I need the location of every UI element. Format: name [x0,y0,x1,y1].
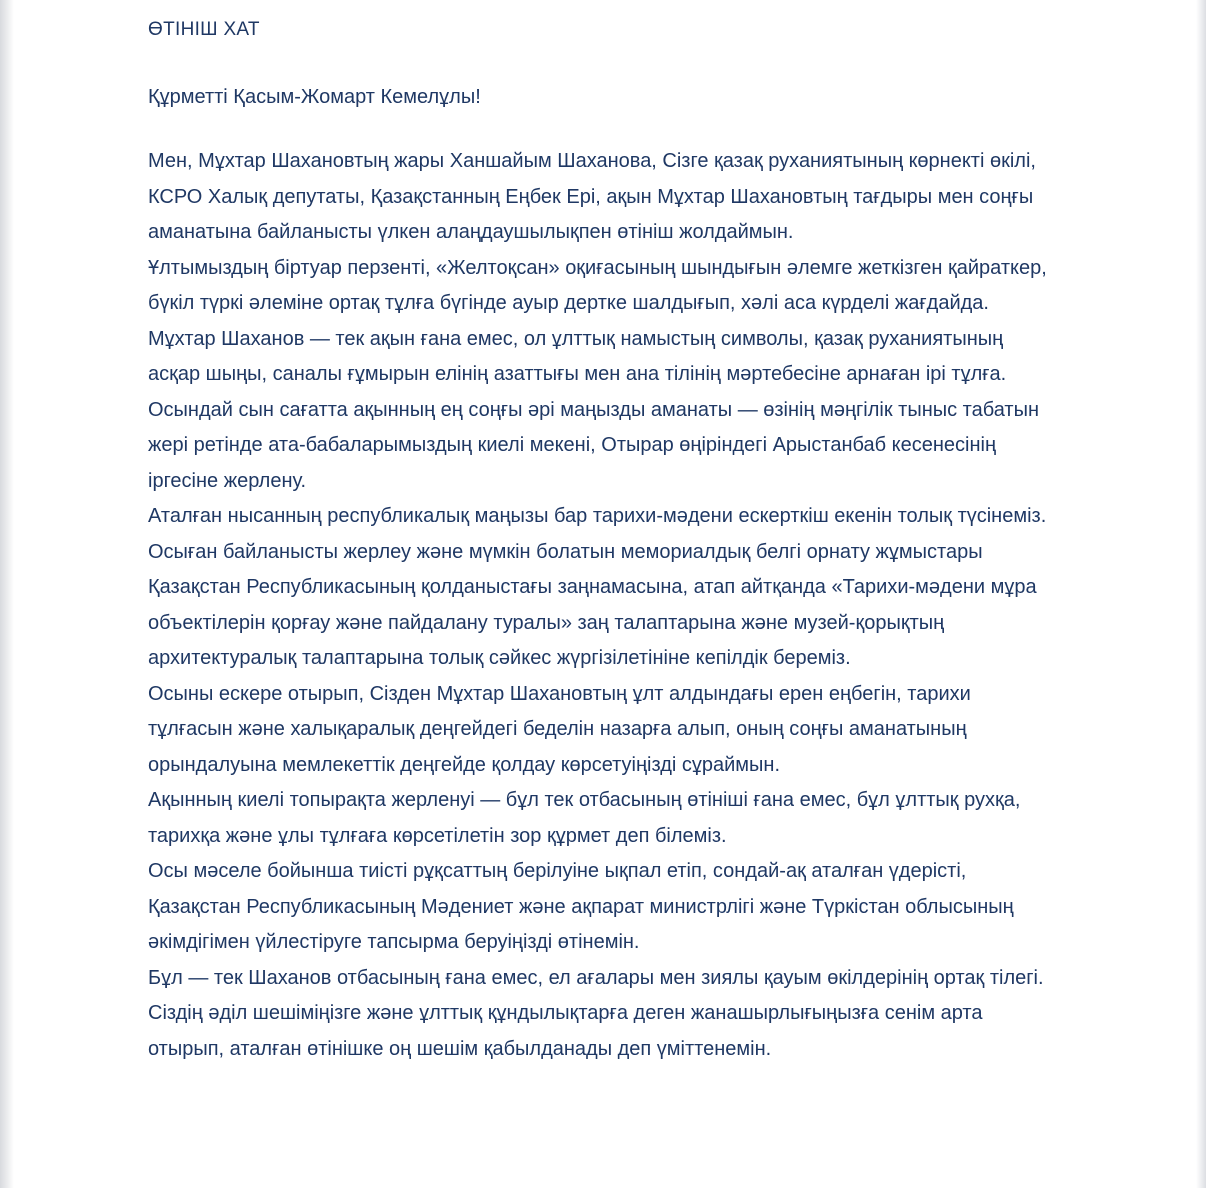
paragraph: Мен, Мұхтар Шахановтың жары Ханшайым Шаханова, Сізге қазақ руханиятының көрнекті өкілі, КСРО Халық депутаты, Қазақстанның Еңбек Ері, ақын Мұхтар Шахановтың тағдыры мен соңғы аманатына байланысты үлкен алаңдаушылықпен өтініш жолдаймын. [148,150,1036,243]
salutation: Құрметті Қасым-Жомарт Кемелұлы! [148,86,481,108]
paragraph: Ұлтымыздың біртуар перзенті, «Желтоқсан» оқиғасының шындығын әлемге жеткізген қайраткер, бүкіл түркі әлеміне ортақ тұлға бүгінде ауыр дертке шалдығып, хәлі аса күрделі жағдайда. [148,256,1047,314]
paragraph: Осындай сын сағатта ақынның ең соңғы әрі маңызды аманаты — өзінің мәңгілік тыныс табатын жері ретінде ата-бабаларымыздың киелі мекені, Отырар өңіріндегі Арыстанбаб кесенесінің іргесіне жерлену. [148,398,1039,492]
paragraph: Осыны ескере отырып, Сізден Мұхтар Шахановтың ұлт алдындағы ерен еңбегін, тарихи тұлғасын және халықаралық деңгейдегі беделін назарға алып, оның соңғы аманатының орындалуына мемлекеттік деңгейде қолдау көрсетуіңізді сұраймын. [148,682,971,776]
document-body [148,16,1060,1067]
page-left-shadow [0,0,14,1188]
page-right-shadow [1196,0,1206,1188]
paragraph: Ақынның киелі топырақта жерленуі — бұл тек отбасының өтініші ғана емес, бұл ұлттық рухқа, тарихқа және ұлы тұлғаға көрсетілетін зор құрмет деп білеміз. [148,789,1021,847]
paragraph: Сіздің әділ шешіміңізге және ұлттық құндылықтарға деген жанашырлығыңызға сенім арта отырып, аталған өтінішке оң шешім қабылданады деп үміттенемін. [148,1002,983,1060]
page-title: ӨТІНІШ ХАТ [148,19,260,40]
paragraph: Мұхтар Шаханов — тек ақын ғана емес, ол ұлттық намыстың символы, қазақ руханиятының асқар шыңы, саналы ғұмырын елінің азаттығы мен ана тілінің мәртебесіне арнаған ірі тұлға. [148,327,1007,385]
paragraph: Бұл — тек Шаханов отбасының ғана емес, ел ағалары мен зиялы қауым өкілдерінің ортақ тілегі. [148,966,1044,989]
paragraph: Осы мәселе бойынша тиісті рұқсаттың берілуіне ықпал етіп, сондай-ақ аталған үдерісті, Қазақстан Республикасының Мәдениет және ақпарат министрлігі және Түркістан облысының әкімдігімен үйлестіруге тапсырма беруіңізді өтінемін. [148,860,1014,953]
paragraph: Аталған нысанның республикалық маңызы бар тарихи-мәдени ескерткіш екенін толық түсінеміз. Осыған байланысты жерлеу және мүмкін болатын мемориалдық белгі орнату жұмыстары Қазақстан Республикасының қолданыстағы заңнамасына, атап айтқанда «Тарихи-мәдени мұра объектілерін қорғау және пайдалану туралы» заң талаптарына және музей-қорықтың архитектуралық талаптарына толық сәйкес жүргізілетініне кепілдік береміз. [148,505,1047,669]
